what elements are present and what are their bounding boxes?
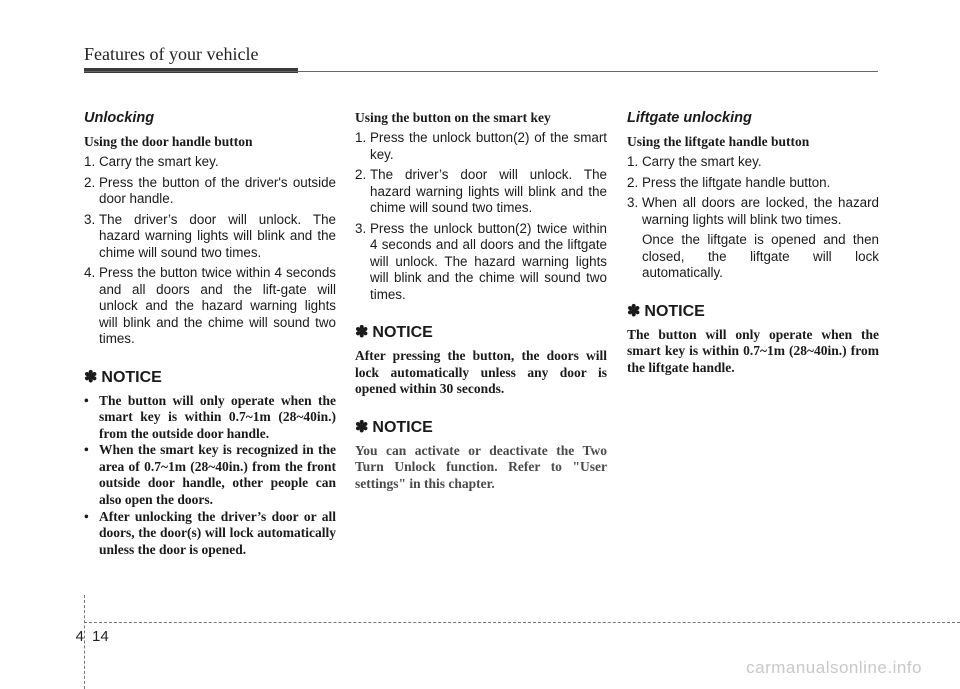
page-index: 14	[92, 628, 109, 645]
footer-rule	[84, 622, 960, 623]
notice-heading: ✽ NOTICE	[355, 324, 433, 341]
list-item: • The button will only operate when the smart key is within 0.7~1m (28~40in.) from the outside door handle.	[84, 392, 336, 441]
star-cross-icon: ✽	[355, 418, 369, 436]
header-rule	[84, 71, 878, 72]
page-header-title: Features of your vehicle	[84, 44, 259, 64]
list-item: 3. Press the unlock button(2) twice within 4 seconds and all doors and the liftgate will unlock. The hazard warning lights will blink and the chime will sound two times.	[355, 220, 607, 302]
column-1	[84, 109, 336, 558]
column-3	[627, 109, 879, 376]
column-2	[355, 109, 607, 493]
star-cross-icon: ✽	[355, 324, 369, 341]
list-item: 1. Press the unlock button(2) of the smart key.	[355, 130, 607, 162]
list-item: • When the smart key is recognized in the area of 0.7~1m (28~40in.) from the front outside door handle, other people can also open the doors.	[84, 442, 336, 508]
subheading-smart-key-button: Using the button on the smart key	[355, 110, 551, 125]
section-heading-unlocking: Unlocking	[84, 110, 155, 126]
notice-heading: ✽ NOTICE	[355, 418, 433, 436]
bullet-dot-icon: •	[84, 508, 89, 524]
list-item: 2. The driver’s door will unlock. The hazard warning lights will blink and the chime will sound two times.	[355, 167, 607, 215]
liftgate-auto-lock-text: Once the liftgate is opened and then closed, the liftgate will lock automatically.	[642, 232, 879, 280]
notice-heading: ✽ NOTICE	[627, 302, 705, 320]
liftgate-steps	[627, 154, 879, 228]
list-item: 4. Press the button twice within 4 seconds and all doors and the lift-gate will unlock and the hazard warning lights will blink and the chime will sound two times.	[84, 265, 336, 346]
subheading-liftgate-handle: Using the liftgate handle button	[627, 134, 810, 149]
notice-body-two-turn: You can activate or deactivate the Two Turn Unlock function. Refer to "User settings" in this chapter.	[355, 442, 607, 491]
notice-body-liftgate: The button will only operate when the smart key is within 0.7~1m (28~40in.) from the liftgate handle.	[627, 326, 879, 375]
notice-bullets	[84, 393, 336, 559]
list-item: 3. When all doors are locked, the hazard warning lights will blink two times.	[627, 195, 879, 227]
notice-heading: ✽ NOTICE	[84, 368, 162, 386]
list-item: 2. Press the liftgate handle button.	[627, 174, 831, 190]
list-item: 1. Carry the smart key.	[84, 154, 219, 169]
bullet-dot-icon: •	[84, 392, 89, 408]
watermark: carmanualsonline.info	[746, 658, 922, 677]
section-heading-liftgate: Liftgate unlocking	[627, 110, 752, 126]
section-number: 4	[75, 628, 84, 645]
list-item: • After unlocking the driver’s door or all doors, the door(s) will lock automatically unless the door is opened.	[84, 508, 336, 557]
bullet-dot-icon: •	[84, 442, 89, 458]
list-item: 2. Press the button of the driver's outside door handle.	[84, 174, 336, 206]
door-handle-steps	[84, 154, 336, 348]
star-cross-icon: ✽	[627, 302, 641, 320]
page-number	[70, 628, 109, 645]
notice-body-auto-lock: After pressing the button, the doors will lock automatically unless any door is opened within 30 seconds.	[355, 348, 607, 397]
smart-key-steps	[355, 130, 607, 303]
list-item: 3. The driver’s door will unlock. The hazard warning lights will blink and the chime will sound two times.	[84, 211, 336, 260]
subheading-door-handle: Using the door handle button	[84, 134, 253, 149]
list-item: 1. Carry the smart key.	[627, 154, 762, 169]
star-cross-icon: ✽	[84, 368, 98, 386]
